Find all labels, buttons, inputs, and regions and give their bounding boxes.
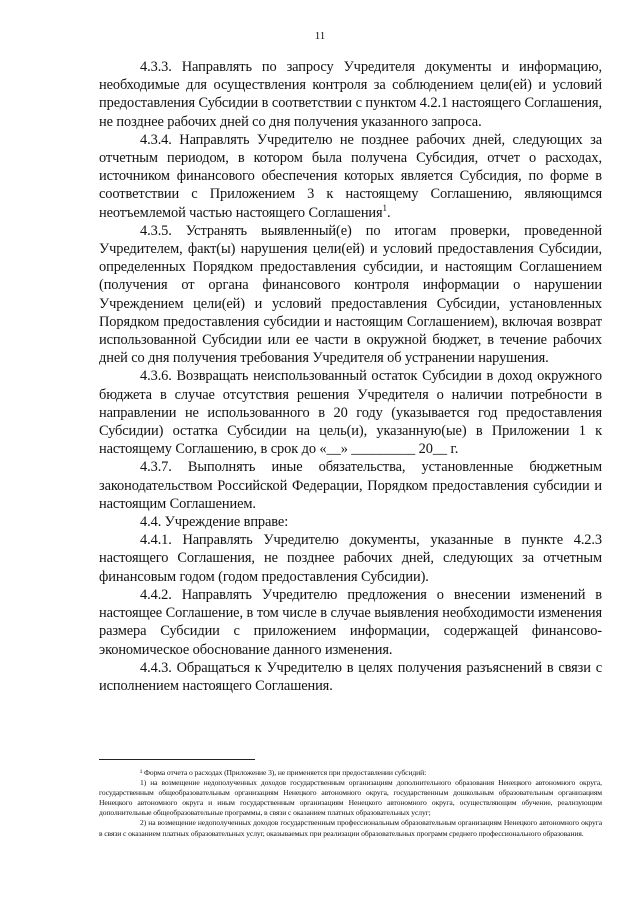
paragraph-4-3-4-text: 4.3.4. Направлять Учредителю не позднее рабочих дней, следующих за отчетным периодом, в котором была получена Субсидия, отчет о расходах, источником финансового обеспечения которых является Субсидия, по форме в соответствии с Приложением 3 к настоящему Соглашению, являющимся неотъемлемой частью настоящего Соглашения: [99, 131, 602, 221]
paragraph-4-3-4: [99, 131, 602, 222]
footnote-item-1: 1) на возмещение недополученных доходов государственным организациям дополнительного образования Ненецкого автономного округа, государственным общеобразовательным организациям Ненецкого автономного округа, государственным дошкольным образовательным организациям Ненецкого автономного округа и иным государственным организациям Ненецкого автономного округа, осуществляющим обучение, реализующим дополнительные общеобразовательные программы, в связи с оказанием платных образовательных услуг;: [99, 778, 602, 818]
footnote-divider: [99, 759, 255, 760]
footnote-intro: ¹ Форма отчета о расходах (Приложение 3), не применяется при предоставлении субсидий:: [140, 768, 427, 777]
paragraph-4-3-6: 4.3.6. Возвращать неиспользованный остаток Субсидии в доход окружного бюджета в случае отсутствия решения Учредителя о наличии потребности в направлении не использованного в 20 году (указывается год предоставления Субсидии) остатка Субсидии на цель(и), указанную(ые) в Приложении 1 к настоящему Соглашению, в срок до «__» _________ 20__ г.: [99, 368, 602, 458]
paragraph-4-3-4-end: .: [386, 204, 391, 221]
footnotes: [99, 768, 602, 839]
paragraph-4-3-7: 4.3.7. Выполнять иные обязательства, установленные бюджетным законодательством Российской Федерации, Порядком предоставления субсидии и настоящим Соглашением.: [99, 459, 602, 512]
paragraph-4-3-5: 4.3.5. Устранять выявленный(е) по итогам проверки, проведенной Учредителем, факт(ы) нарушения цели(ей) и условий предоставления Субсидии, определенных Порядком предоставления субсидии, и настоящим Соглашением (получения от органа финансового контроля информации о нарушении Учреждением цели(ей) и условий предоставления Субсидии, установленных Порядком предоставления субсидии и настоящим Соглашением), включая возврат использованной Субсидии или ее части в окружной бюджет, в течение рабочих дней со дня получения требования Учредителя об устранении нарушения.: [99, 222, 602, 367]
footnote-reference: 1: [382, 202, 387, 213]
document-body: [99, 58, 602, 695]
paragraph-4-4-1: 4.4.1. Направлять Учредителю документы, указанные в пункте 4.2.3 настоящего Соглашения, не позднее рабочих дней, следующих за отчетным финансовым годом (годом предоставления Субсидии).: [99, 532, 602, 585]
page-number: 11: [314, 30, 326, 42]
footnote-item-2: 2) на возмещение недополученных доходов государственным профессиональным образовательным организациям Ненецкого автономного округа в связи с оказанием платных образовательных услуг, оказываемых при реализации образовательных программ среднего профессионального образования.: [99, 818, 602, 838]
paragraph-4-3-3: 4.3.3. Направлять по запросу Учредителя документы и информацию, необходимые для осуществления контроля за соблюдением цели(ей) и условий предоставления Субсидии в соответствии с пунктом 4.2.1 настоящего Соглашения, не позднее рабочих дней со дня получения указанного запроса.: [99, 59, 602, 130]
paragraph-4-4-2: 4.4.2. Направлять Учредителю предложения о внесении изменений в настоящее Соглашение, в том числе в случае выявления необходимости изменения размера Субсидии с приложением информации, содержащей финансово-экономическое обоснование данного изменения.: [99, 586, 602, 658]
paragraph-4-4-3: 4.4.3. Обращаться к Учредителю в целях получения разъяснений в связи с исполнением настоящего Соглашения.: [99, 659, 602, 694]
paragraph-4-4: 4.4. Учреждение вправе:: [140, 514, 289, 531]
